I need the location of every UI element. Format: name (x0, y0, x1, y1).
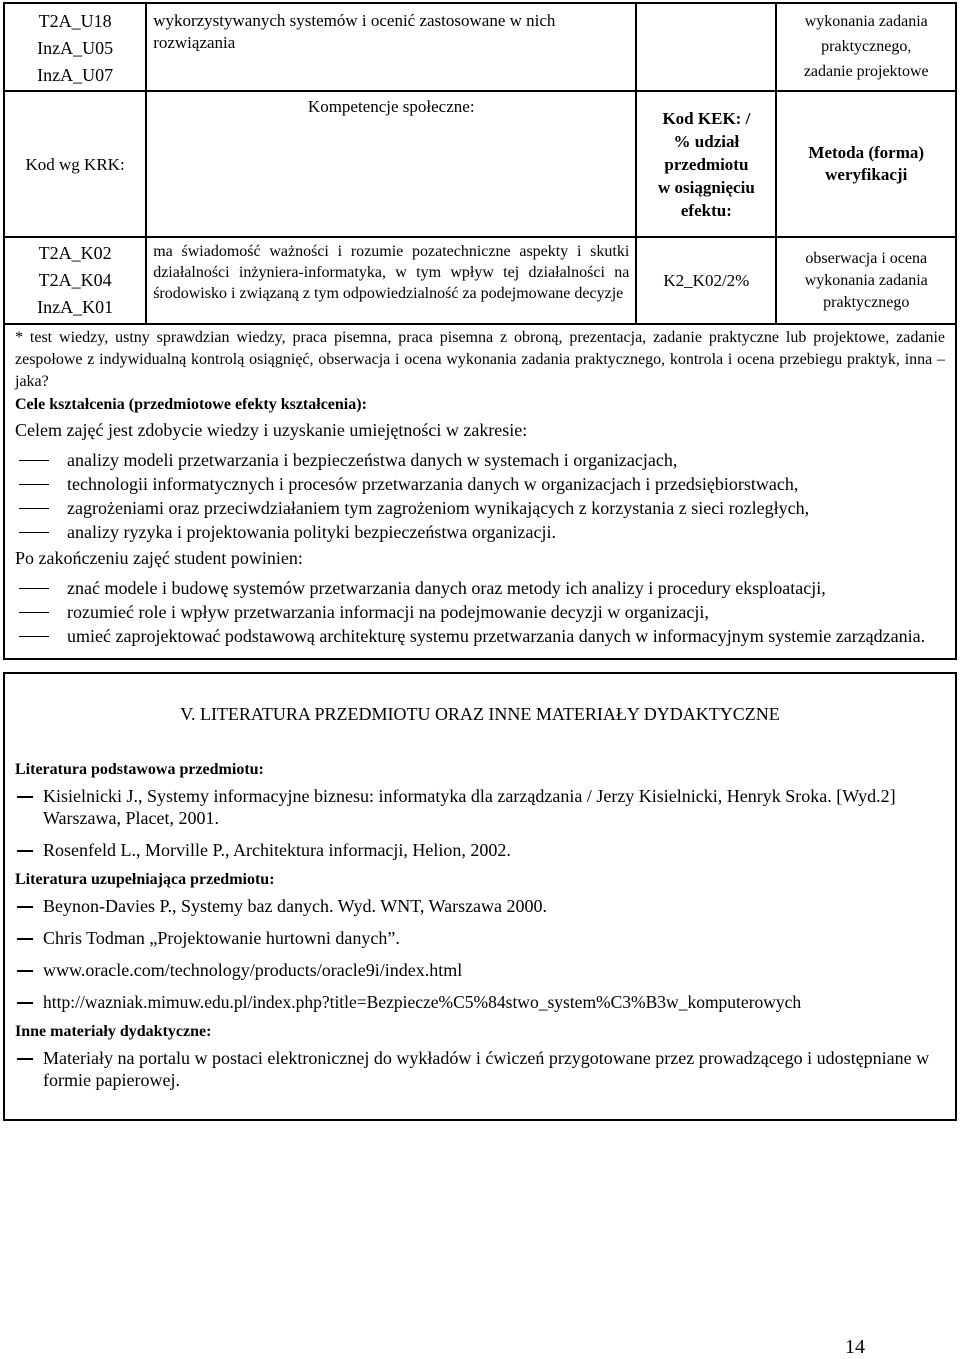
kek-header-line: efektu: (680, 200, 732, 220)
list-item: znać modele i budowę systemów przetwarzania danych oraz metody ich analizy i procedury eksploatacji, (15, 576, 945, 600)
page-number: 14 (845, 1336, 865, 1358)
method-header-cell (776, 91, 956, 237)
goals-list (15, 448, 945, 544)
dash-icon (17, 1002, 33, 1004)
method-line: zadanie projektowe (803, 63, 929, 80)
supplementary-literature-heading: Literatura uzupełniająca przedmiotu: (15, 871, 275, 888)
kek-header-line: przedmiotu (664, 154, 749, 174)
list-item: analizy ryzyka i projektowania polityki bezpieczeństwa organizacji. (15, 520, 945, 544)
krk-header: Kod wg KRK: (25, 154, 125, 174)
social-heading: Kompetencje społeczne: (307, 97, 475, 116)
effect-description: ma świadomość ważności i rozumie pozatechniczne aspekty i skutki działalności inżyniera-informatyka, w tym wpływ tej działalności na środowisko i związaną z tym odpowiedzialność za podejmowane decyzje (153, 243, 630, 302)
dash-icon (19, 460, 49, 461)
list-item: Beynon-Davies P., Systemy baz danych. Wyd. WNT, Warszawa 2000. (15, 895, 945, 917)
basic-literature-list (15, 785, 945, 861)
dash-icon (19, 612, 49, 613)
dash-icon (19, 508, 49, 509)
list-item: Chris Todman „Projektowanie hurtowni danych”. (15, 927, 945, 949)
dash-icon (19, 484, 49, 485)
effect-description: wykorzystywanych systemów i ocenić zastosowane w nich rozwiązania (153, 11, 556, 52)
krk-code: T2A_U18 (38, 11, 112, 31)
list-item: www.oracle.com/technology/products/oracle9i/index.html (15, 959, 945, 981)
list-item: http://wazniak.mimuw.edu.pl/index.php?title=Bezpiecze%C5%84stwo_system%C3%B3w_komputerowych (15, 991, 945, 1013)
supplementary-literature-list (15, 895, 945, 1013)
literature-section (3, 672, 957, 1121)
list-item: zagrożeniami oraz przeciwdziałaniem tym zagrożeniom wynikających z korzystania z sieci rozległych, (15, 496, 945, 520)
kek-value: K2_K02/2% (663, 271, 750, 290)
method-header-line: Metoda (forma) (808, 143, 925, 162)
kek-cell (636, 3, 776, 91)
list-item: Materiały na portalu w postaci elektronicznej do wykładów i ćwiczeń przygotowane przez prowadzącego i udostępniane w formie papierowej. (15, 1047, 945, 1091)
kek-header-line: w osiągnięciu (657, 177, 755, 197)
krk-codes-cell (4, 3, 146, 91)
document-page (3, 2, 957, 1121)
kek-header-line: Kod KEK: / (662, 108, 751, 128)
outcomes-list (15, 576, 945, 648)
other-materials-list (15, 1047, 945, 1091)
dash-icon (17, 796, 33, 798)
list-item: umieć zaprojektować podstawową architekturę systemu przetwarzania danych w informacyjnym systemie zarządzania. (15, 624, 945, 648)
kek-header-line: % udział (673, 131, 740, 151)
effects-row-u (4, 3, 956, 91)
method-line: praktycznego, (821, 38, 912, 55)
list-item: Rosenfeld L., Morville P., Architektura informacji, Helion, 2002. (15, 839, 945, 861)
krk-header-cell (4, 91, 146, 237)
method-line: wykonania zadania (804, 271, 928, 289)
kek-header-cell (636, 91, 776, 237)
effects-row-k (4, 237, 956, 324)
literature-title: V. LITERATURA PRZEDMIOTU ORAZ INNE MATERIAŁY DYDAKTYCZNE (180, 704, 780, 724)
after-heading: Po zakończeniu zajęć student powinien: (15, 548, 303, 568)
effect-description-cell (146, 3, 636, 91)
other-materials-heading: Inne materiały dydaktyczne: (15, 1023, 212, 1040)
goals-cell (4, 324, 956, 659)
krk-codes-cell (4, 237, 146, 324)
basic-literature-heading: Literatura podstawowa przedmiotu: (15, 761, 264, 778)
goals-intro: Celem zajęć jest zdobycie wiedzy i uzyskanie umiejętności w zakresie: (15, 420, 528, 440)
method-cell (776, 237, 956, 324)
method-cell (776, 3, 956, 91)
social-heading-cell (146, 91, 636, 237)
method-line: obserwacja i ocena (805, 249, 928, 267)
krk-code: InzA_K01 (37, 297, 114, 317)
krk-code: T2A_K04 (38, 270, 112, 290)
dash-icon (17, 906, 33, 908)
list-item: technologii informatycznych i procesów przetwarzania danych w organizacjach i przedsiębiorstwach, (15, 472, 945, 496)
krk-code: T2A_K02 (38, 243, 112, 263)
dash-icon (17, 1058, 33, 1060)
method-line: praktycznego (823, 293, 910, 311)
method-header-line: weryfikacji (825, 165, 908, 184)
dash-icon (19, 532, 49, 533)
method-line: wykonania zadania (804, 13, 928, 30)
kek-cell (636, 237, 776, 324)
dash-icon (17, 938, 33, 940)
list-item: Kisielnicki J., Systemy informacyjne biznesu: informatyka dla zarządzania / Jerzy Kisielnicki, Henryk Sroka. [Wyd.2] Warszawa, Placet, 2001. (15, 785, 945, 829)
krk-code: InzA_U07 (37, 65, 114, 85)
dash-icon (19, 636, 49, 637)
dash-icon (19, 588, 49, 589)
dash-icon (17, 970, 33, 972)
verification-note: * test wiedzy, ustny sprawdzian wiedzy, praca pisemna, praca pisemna z obroną, prezentacja, zadanie praktyczne lub projektowe, zadanie zespołowe z indywidualną kontrolą osiągnięć, obserwacja i ocena wykonania zadania praktycznego, kontrola i ocena przebiegu praktyk, inna – jaka? (15, 329, 945, 390)
list-item: rozumieć role i wpływ przetwarzania informacji na podejmowanie decyzji w organizacji, (15, 600, 945, 624)
dash-icon (17, 850, 33, 852)
effect-description-cell (146, 237, 636, 324)
list-item: analizy modeli przetwarzania i bezpieczeństwa danych w systemach i organizacjach, (15, 448, 945, 472)
goals-heading: Cele kształcenia (przedmiotowe efekty kształcenia): (15, 396, 367, 413)
effects-table (3, 2, 957, 660)
krk-code: InzA_U05 (37, 38, 114, 58)
